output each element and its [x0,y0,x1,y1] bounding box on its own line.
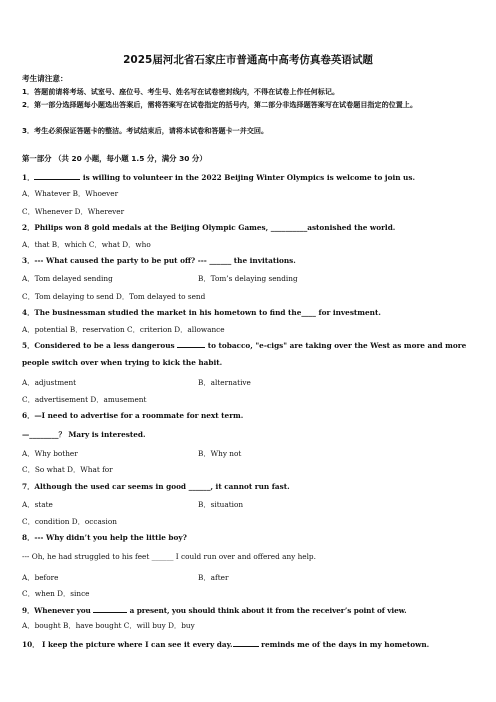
question-8-stem: 8．--- Why didn’t you help the little boy? [22,533,187,542]
notice-item-1: 1．答题前请将考场、试室号、座位号、考生号、姓名写在试卷密封线内，不得在试卷上作任何标记。 [22,87,340,96]
question-7-options-cd: C．condition D．occasion [22,517,117,526]
question-6-stem: 6．—I need to advertise for a roommate for next term. [22,411,244,420]
answer-blank [177,339,205,348]
question-8-stem-2: --- Oh, he had struggled to his feet ______ I could run over and offered any help. [22,552,316,561]
question-text: reminds me of the days in my hometown. [258,640,430,649]
question-3-options-cd: C．Tom delaying to send D．Tom delayed to send [22,292,206,301]
question-text: 5．Considered to be a less dangerous [22,341,178,350]
question-1-stem [22,171,415,183]
question-6-option-b: B．Why not [198,449,242,458]
question-2-options: A．that B．which C．what D．who [22,240,151,249]
question-6-stem-2: —________？ Mary is interested. [22,430,146,439]
question-4-options: A．potential B．reservation C．criterion D．allowance [22,325,225,334]
question-9-options: A．bought B．have bought C．will buy D．buy [22,621,195,630]
section-heading: 第一部分 （共 20 小题，每小题 1.5 分，满分 30 分） [22,154,207,163]
question-10-stem [22,638,429,650]
question-7-stem: 7．Although the used car seems in good ______, it cannot run fast. [22,482,290,491]
question-5-options-cd: C．advertisement D．amusement [22,395,147,404]
question-2-stem: 2．Philips won 8 gold medals at the Beijing Olympic Games, __________astonished the world. [22,223,396,232]
question-1-options-cd: C．Whenever D．Wherever [22,207,125,216]
question-text: a present, you should think about it from the receiver’s point of view. [127,606,407,615]
question-8-option-b: B．after [198,573,229,582]
question-6-options-cd: C．So what D．What for [22,465,113,474]
question-1-options-ab: A．Whatever B．Whoever [22,189,119,198]
question-number: 1． [22,173,35,182]
question-7-option-b: B．situation [198,500,244,509]
answer-blank [233,638,259,647]
question-text: 9．Whenever you [22,606,94,615]
question-3-option-a: A．Tom delayed sending [22,274,113,283]
page-title: 2025届河北省石家庄市普通高中高考仿真卷英语试题 [123,54,373,66]
question-4-stem: 4．The businessman studied the market in his hometown to find the____ for investment. [22,308,381,317]
question-8-options-cd: C．when D．since [22,589,90,598]
notice-heading: 考生请注意： [22,74,68,83]
question-6-option-a: A．Why bother [22,449,78,458]
answer-blank [93,604,127,613]
question-text: is willing to volunteer in the 2022 Beijing Winter Olympics is welcome to join us. [80,173,416,182]
question-5-option-b: B．alternative [198,378,251,387]
question-9-stem [22,604,407,616]
question-8-option-a: A．before [22,573,59,582]
question-text: 10． I keep the picture where I can see it every day. [22,640,233,649]
question-text: to tobacco, "e-cigs" are taking over the West as more and more people switch over when trying to kick the habit. [22,341,467,367]
notice-item-2: 2．第一部分选择题每小题选出答案后，需将答案写在试卷指定的括号内，第二部分非选择题答案写在试卷题目指定的位置上。 [22,100,418,109]
question-3-stem: 3．--- What caused the party to be put off? --- ______ the invitations. [22,256,296,265]
notice-item-3: 3．考生必须保证答题卡的整洁。考试结束后，请将本试卷和答题卡一并交回。 [22,126,269,135]
answer-blank [34,171,80,180]
question-5-stem [22,337,474,371]
question-3-option-b: B．Tom’s delaying sending [198,274,298,283]
question-5-option-a: A．adjustment [22,378,77,387]
question-7-option-a: A．state [22,500,53,509]
